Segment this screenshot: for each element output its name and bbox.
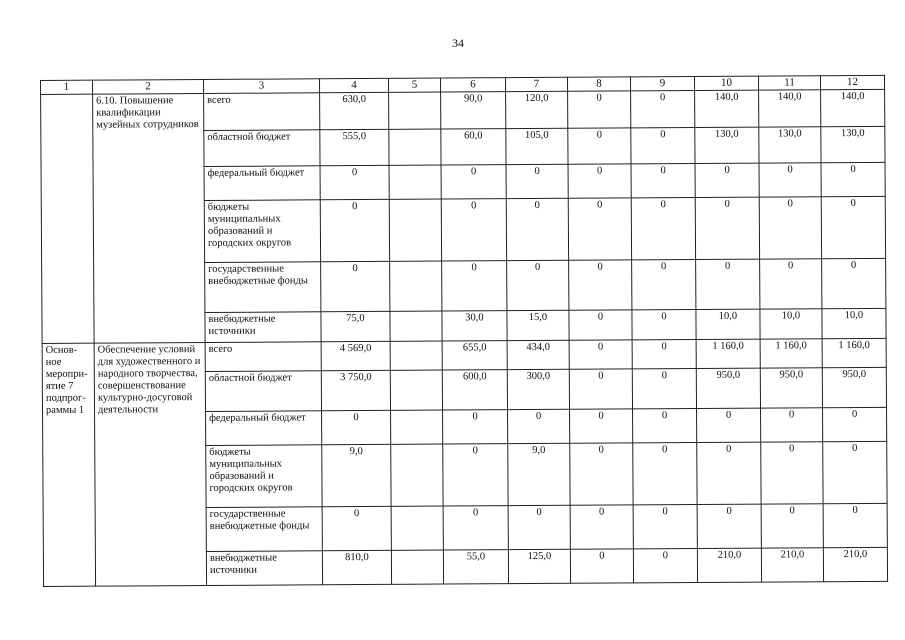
- header-col-6: 6: [440, 78, 505, 92]
- value-cell: 0: [761, 442, 823, 504]
- value-cell: 0: [695, 163, 759, 197]
- value-cell: 0: [570, 505, 633, 549]
- value-cell: 630,0: [320, 92, 389, 129]
- value-cell: 0: [568, 128, 631, 164]
- value-cell: 0: [823, 407, 887, 441]
- value-cell: 1 160,0: [822, 338, 886, 367]
- value-cell: 10,0: [760, 309, 822, 339]
- value-cell: 0: [759, 197, 821, 259]
- value-cell: [391, 444, 443, 506]
- value-cell: 0: [633, 504, 697, 548]
- value-cell: [391, 506, 443, 550]
- value-cell: 0: [506, 198, 568, 260]
- value-cell: 0: [321, 261, 390, 311]
- value-cell: 950,0: [760, 368, 822, 408]
- value-cell: 0: [508, 505, 570, 549]
- funding-source: государственные внебюджетные фонды: [206, 507, 322, 552]
- value-cell: 75,0: [321, 311, 390, 341]
- value-cell: 9,0: [508, 443, 570, 505]
- value-cell: [389, 165, 441, 199]
- value-cell: 140,0: [759, 90, 821, 127]
- value-cell: 0: [633, 442, 697, 504]
- funding-source: внебюджетные источники: [205, 312, 321, 343]
- value-cell: 210,0: [761, 548, 823, 582]
- budget-table: [40, 75, 888, 587]
- value-cell: 0: [697, 442, 761, 504]
- value-cell: 0: [570, 409, 633, 443]
- value-cell: 810,0: [322, 550, 391, 584]
- value-cell: 0: [823, 441, 887, 503]
- value-cell: 0: [443, 410, 508, 444]
- value-cell: 0: [320, 165, 389, 199]
- value-cell: [390, 261, 442, 311]
- value-cell: 0: [761, 408, 823, 442]
- value-cell: 0: [568, 164, 631, 198]
- value-cell: 0: [441, 165, 506, 199]
- value-cell: 55,0: [443, 550, 508, 584]
- event-name-cell: 6.10. Повышение квалификации музейных сотрудников: [93, 94, 206, 344]
- value-cell: 434,0: [507, 340, 569, 369]
- funding-source: бюджеты муниципальных образований и городских округов: [204, 200, 320, 263]
- value-cell: [391, 410, 443, 444]
- funding-source: бюджеты муниципальных образований и городских округов: [206, 445, 322, 508]
- value-cell: 0: [322, 410, 391, 444]
- value-cell: 9,0: [322, 444, 391, 506]
- value-cell: 0: [633, 548, 697, 582]
- value-cell: 210,0: [697, 548, 761, 582]
- value-cell: 0: [632, 368, 696, 408]
- header-col-10: 10: [694, 76, 758, 90]
- value-cell: 0: [632, 339, 696, 368]
- value-cell: [391, 550, 443, 584]
- value-cell: 0: [631, 164, 695, 198]
- value-cell: 10,0: [822, 308, 886, 338]
- header-col-5: 5: [388, 78, 440, 92]
- value-cell: 0: [821, 196, 885, 258]
- funding-source: всего: [205, 342, 321, 372]
- funding-source: областной бюджет: [204, 130, 320, 167]
- value-cell: 0: [631, 197, 695, 259]
- header-col-1: 1: [41, 80, 93, 94]
- value-cell: 0: [695, 197, 759, 259]
- header-col-9: 9: [630, 77, 694, 91]
- event-code-cell: Основ-ное меропри-ятие 7 подпрог-раммы 1: [42, 343, 95, 586]
- value-cell: 0: [442, 261, 507, 311]
- value-cell: 0: [568, 91, 631, 128]
- page-number: 34: [452, 36, 464, 50]
- header-col-8: 8: [567, 77, 630, 91]
- value-cell: 0: [761, 504, 823, 548]
- value-cell: 0: [443, 444, 508, 506]
- value-cell: 10,0: [696, 309, 760, 339]
- value-cell: 655,0: [442, 341, 507, 370]
- value-cell: 0: [569, 260, 632, 310]
- header-col-3: 3: [204, 79, 320, 94]
- value-cell: 0: [507, 260, 569, 310]
- value-cell: 0: [823, 503, 887, 547]
- event-code-cell: [41, 94, 95, 343]
- funding-source: областной бюджет: [205, 371, 321, 412]
- value-cell: 0: [697, 408, 761, 442]
- value-cell: 0: [569, 310, 632, 340]
- funding-source: федеральный бюджет: [206, 411, 322, 446]
- value-cell: 0: [570, 549, 633, 583]
- value-cell: 0: [568, 198, 631, 260]
- value-cell: 0: [760, 259, 822, 309]
- header-col-7: 7: [505, 77, 567, 91]
- header-col-2: 2: [93, 80, 204, 95]
- value-cell: [390, 370, 442, 410]
- value-cell: 105,0: [506, 128, 568, 164]
- value-cell: 60,0: [441, 129, 506, 165]
- value-cell: 600,0: [442, 370, 507, 410]
- value-cell: 130,0: [821, 126, 885, 162]
- value-cell: 140,0: [695, 90, 759, 127]
- value-cell: 90,0: [441, 92, 506, 129]
- value-cell: 300,0: [507, 369, 569, 409]
- table-row: [41, 89, 885, 131]
- value-cell: 1 160,0: [760, 339, 822, 368]
- value-cell: 0: [759, 163, 821, 197]
- value-cell: 0: [633, 408, 697, 442]
- value-cell: 0: [821, 162, 885, 196]
- value-cell: 140,0: [821, 89, 885, 126]
- value-cell: 0: [443, 506, 508, 550]
- funding-source: всего: [204, 93, 320, 131]
- value-cell: [390, 311, 442, 341]
- header-col-4: 4: [319, 78, 388, 92]
- value-cell: 1 160,0: [696, 339, 760, 368]
- funding-source: внебюджетные источники: [206, 551, 322, 586]
- value-cell: 0: [632, 259, 696, 309]
- value-cell: 0: [506, 164, 568, 198]
- value-cell: 0: [697, 504, 761, 548]
- value-cell: 130,0: [759, 127, 821, 163]
- value-cell: 120,0: [506, 91, 568, 128]
- value-cell: 130,0: [695, 127, 759, 163]
- funding-source: федеральный бюджет: [204, 166, 320, 201]
- header-col-11: 11: [758, 76, 820, 90]
- value-cell: 15,0: [507, 310, 569, 340]
- value-cell: [389, 129, 441, 165]
- value-cell: 0: [569, 369, 632, 409]
- value-cell: 30,0: [442, 311, 507, 341]
- value-cell: 0: [508, 409, 570, 443]
- value-cell: 0: [632, 309, 696, 339]
- value-cell: 0: [631, 91, 695, 128]
- value-cell: 555,0: [320, 129, 389, 165]
- value-cell: 0: [631, 128, 695, 164]
- value-cell: 125,0: [508, 549, 570, 583]
- value-cell: [389, 92, 441, 129]
- value-cell: [389, 199, 441, 261]
- header-col-12: 12: [820, 75, 884, 89]
- value-cell: 0: [441, 199, 506, 261]
- value-cell: 0: [320, 199, 389, 261]
- value-cell: 950,0: [696, 368, 760, 408]
- value-cell: 0: [696, 259, 760, 309]
- value-cell: 0: [569, 340, 632, 369]
- event-name-cell: Обеспечение условий для художественного и народного творчества, совершенствование культурно-досуговой деятельности: [94, 342, 206, 586]
- value-cell: [390, 341, 442, 370]
- value-cell: 0: [822, 258, 886, 308]
- value-cell: 3 750,0: [321, 370, 390, 410]
- value-cell: 950,0: [822, 367, 886, 407]
- value-cell: 210,0: [823, 547, 887, 581]
- value-cell: 0: [322, 506, 391, 550]
- funding-source: государственные внебюджетные фонды: [205, 262, 321, 313]
- value-cell: 4 569,0: [321, 341, 390, 370]
- value-cell: 0: [570, 443, 633, 505]
